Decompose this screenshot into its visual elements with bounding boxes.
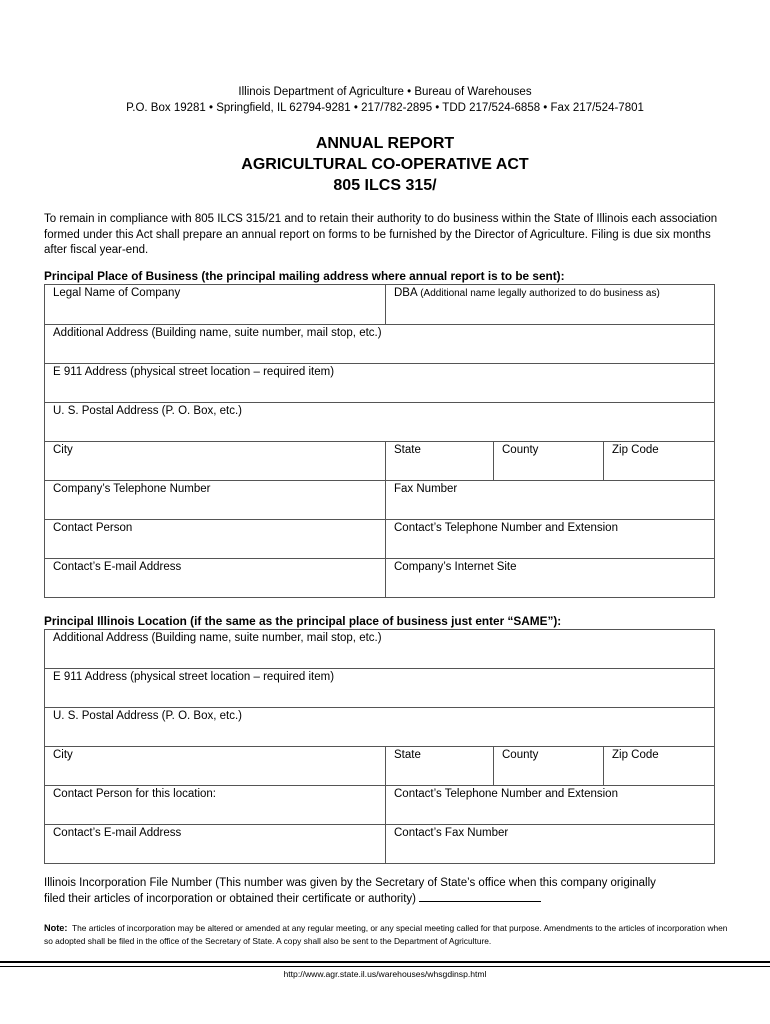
loc-zip-label: Zip Code — [612, 749, 659, 761]
incorporation-number-blank[interactable] — [419, 891, 541, 902]
loc-contact-fax-field[interactable] — [386, 825, 715, 864]
fax-number-field[interactable] — [386, 481, 715, 520]
note-block — [44, 922, 734, 947]
loc-postal-address-label: U. S. Postal Address (P. O. Box, etc.) — [53, 710, 242, 722]
header-address-line: P.O. Box 19281 • Springfield, IL 62794-9281 • 217/782-2895 • TDD 217/524-6858 • Fax 217/524-7801 — [126, 102, 644, 114]
note-label: Note: — [44, 923, 68, 933]
loc-contact-telephone-field[interactable] — [386, 786, 715, 825]
loc-additional-address-label: Additional Address (Building name, suite number, mail stop, etc.) — [53, 632, 382, 644]
county-label: County — [502, 444, 539, 456]
header-agency-line: Illinois Department of Agriculture • Bureau of Warehouses — [238, 86, 532, 98]
county-field[interactable] — [494, 442, 604, 481]
loc-city-field[interactable] — [45, 747, 386, 786]
dba-label: DBA — [394, 287, 418, 299]
intro-paragraph: To remain in compliance with 805 ILCS 315/21 and to retain their authority to do business within the State of Illinois each association formed under this Act shall prepare an annual report on forms to be furnished by the Director of Agriculture. Filing is due six months after fiscal year-end. — [44, 213, 718, 256]
additional-address-field[interactable] — [45, 325, 715, 364]
loc-contact-fax-label: Contact’s Fax Number — [394, 827, 509, 839]
loc-e911-address-field[interactable] — [45, 669, 715, 708]
fax-number-label: Fax Number — [394, 483, 458, 495]
loc-contact-person-field[interactable] — [45, 786, 386, 825]
title-annual-report: ANNUAL REPORT — [315, 135, 455, 152]
incorporation-file-number — [44, 875, 734, 907]
loc-zip-field[interactable] — [604, 747, 715, 786]
e911-address-label: E 911 Address (physical street location – required item) — [53, 366, 335, 378]
principal-business-table — [44, 284, 715, 598]
section1-heading: Principal Place of Business (the principal mailing address where annual report is to be sent): — [44, 269, 565, 283]
loc-county-field[interactable] — [494, 747, 604, 786]
zip-field[interactable] — [604, 442, 715, 481]
legal-name-label: Legal Name of Company — [53, 287, 181, 299]
loc-contact-email-field[interactable] — [45, 825, 386, 864]
loc-city-label: City — [53, 749, 73, 761]
loc-county-label: County — [502, 749, 539, 761]
zip-label: Zip Code — [612, 444, 659, 456]
footer — [0, 969, 770, 979]
title-act-name: AGRICULTURAL CO-OPERATIVE ACT — [241, 156, 529, 173]
dba-field[interactable] — [386, 285, 715, 325]
loc-additional-address-field[interactable] — [45, 630, 715, 669]
footer-rule-thin — [0, 966, 770, 967]
contact-email-label: Contact’s E-mail Address — [53, 561, 182, 573]
incorporation-line2: filed their articles of incorporation or obtained their certificate or authority) — [44, 893, 417, 905]
section2-heading: Principal Illinois Location (if the same as the principal place of business just enter “SAME”): — [44, 614, 562, 628]
loc-contact-telephone-label: Contact’s Telephone Number and Extension — [394, 788, 618, 800]
company-telephone-field[interactable] — [45, 481, 386, 520]
internet-site-label: Company’s Internet Site — [394, 561, 517, 573]
contact-telephone-label: Contact’s Telephone Number and Extension — [394, 522, 618, 534]
city-label: City — [53, 444, 73, 456]
loc-e911-address-label: E 911 Address (physical street location – required item) — [53, 671, 335, 683]
state-field[interactable] — [386, 442, 494, 481]
internet-site-field[interactable] — [386, 559, 715, 598]
contact-email-field[interactable] — [45, 559, 386, 598]
loc-state-field[interactable] — [386, 747, 494, 786]
incorporation-line1: Illinois Incorporation File Number (This number was given by the Secretary of State’s office when this company originally — [44, 877, 656, 889]
additional-address-label: Additional Address (Building name, suite number, mail stop, etc.) — [53, 327, 382, 339]
loc-contact-person-label: Contact Person for this location: — [53, 788, 216, 800]
contact-telephone-field[interactable] — [386, 520, 715, 559]
note-text: The articles of incorporation may be altered or amended at any regular meeting, or any special meeting called for that purpose. Amendments to the articles of incorporation when so adopted shall be filed in the office of the Secretary of State. A copy shall also be sent to the Department of Agriculture. — [44, 923, 728, 946]
loc-postal-address-field[interactable] — [45, 708, 715, 747]
postal-address-label: U. S. Postal Address (P. O. Box, etc.) — [53, 405, 242, 417]
contact-person-field[interactable] — [45, 520, 386, 559]
title-statute: 805 ILCS 315/ — [333, 177, 437, 194]
incorporation-line2-row — [44, 891, 734, 907]
postal-address-field[interactable] — [45, 403, 715, 442]
loc-contact-email-label: Contact’s E-mail Address — [53, 827, 182, 839]
illinois-location-table — [44, 629, 715, 864]
state-label: State — [394, 444, 421, 456]
company-telephone-label: Company’s Telephone Number — [53, 483, 211, 495]
footer-url-link[interactable]: http://www.agr.state.il.us/warehouses/whsgdinsp.html — [283, 969, 487, 979]
city-field[interactable] — [45, 442, 386, 481]
footer-rule-thick — [0, 961, 770, 963]
legal-name-field[interactable] — [45, 285, 386, 325]
contact-person-label: Contact Person — [53, 522, 133, 534]
e911-address-field[interactable] — [45, 364, 715, 403]
loc-state-label: State — [394, 749, 421, 761]
dba-note: (Additional name legally authorized to do business as) — [420, 288, 660, 299]
